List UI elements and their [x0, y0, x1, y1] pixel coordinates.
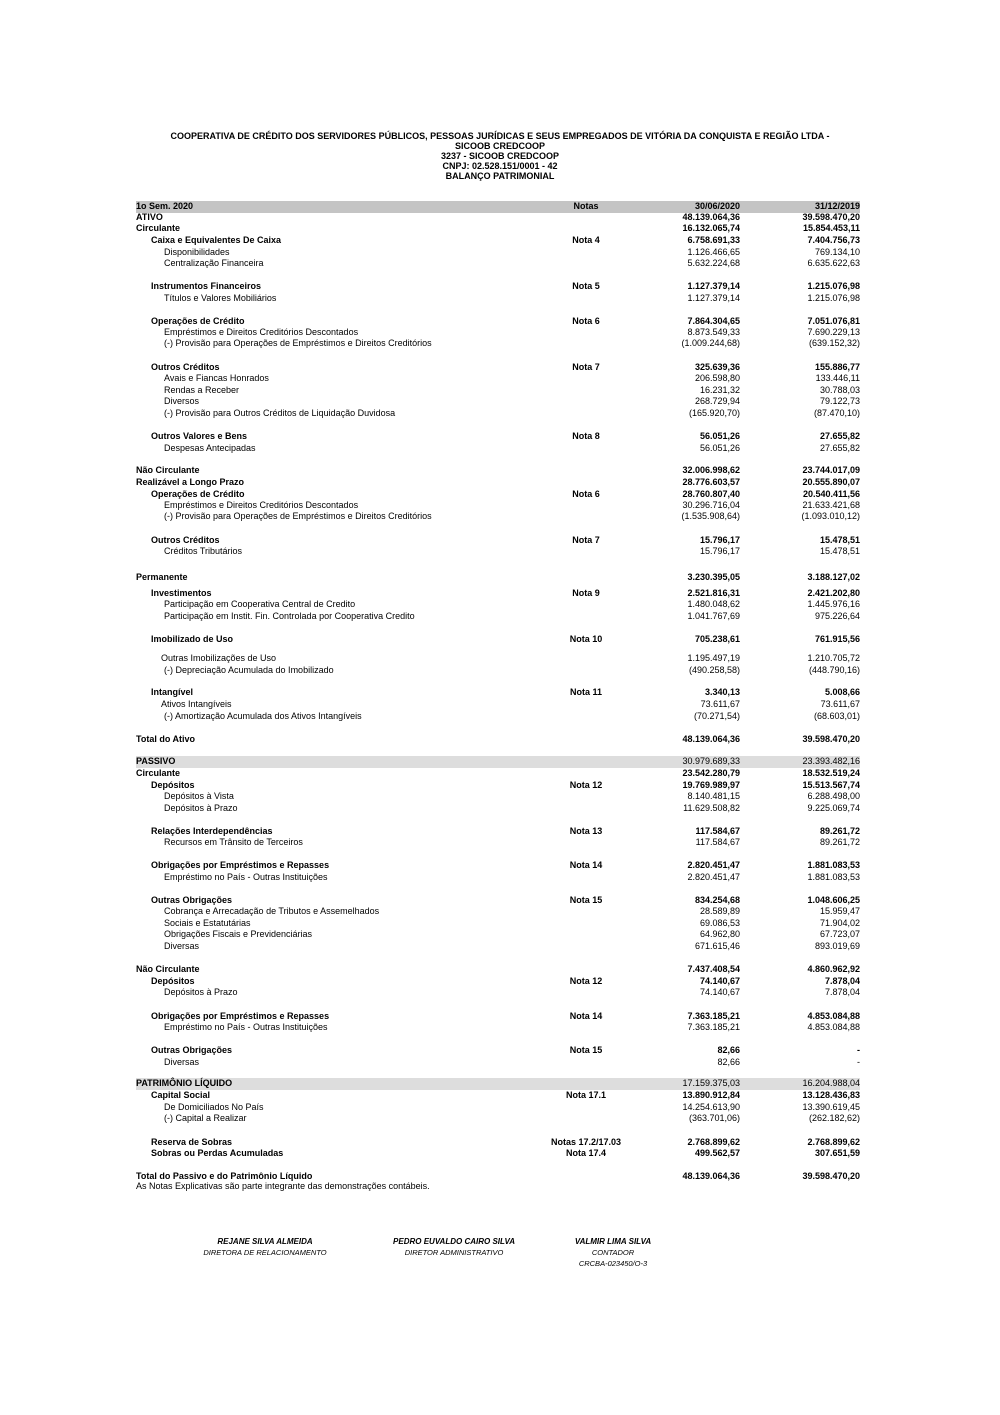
row-nota: Notas 17.2/17.03 — [550, 1137, 622, 1147]
table-row — [136, 1137, 860, 1149]
table-row — [136, 235, 860, 247]
table-row — [136, 768, 860, 780]
row-value-2020: 56.051,26 — [699, 443, 740, 453]
row-value-2019: 893.019,69 — [814, 941, 860, 951]
table-row — [136, 872, 860, 884]
row-nota: Nota 14 — [569, 1011, 603, 1021]
header-line-2: SICOOB CREDCOOP — [454, 141, 545, 151]
signature-name: PEDRO EUVALDO CAIRO SILVA — [393, 1237, 515, 1246]
row-nota: Nota 4 — [572, 235, 600, 245]
row-value-2019: 15.959,47 — [819, 906, 860, 916]
row-label: Não Circulante — [136, 465, 200, 475]
row-value-2019: 7.404.756,73 — [807, 235, 860, 245]
row-value-2019: 4.853.084,88 — [807, 1022, 860, 1032]
row-value-2019: 6.288.498,00 — [807, 791, 860, 801]
row-value-2019: 6.635.622,63 — [807, 258, 860, 268]
row-label: Diversas — [164, 1057, 200, 1067]
row-value-2019: 769.134,10 — [814, 247, 860, 257]
table-row — [136, 756, 860, 768]
row-value-2020: 1.126.466,65 — [687, 247, 740, 257]
row-value-2020: 56.051,26 — [699, 431, 740, 441]
table-row — [136, 362, 860, 374]
row-value-2019: 7.878,04 — [824, 987, 860, 997]
row-label: Sociais e Estatutárias — [164, 918, 251, 928]
row-value-2019: 155.886,77 — [814, 362, 860, 372]
row-label: Obrigações por Empréstimos e Repasses — [151, 1011, 330, 1021]
row-label: Depósitos à Vista — [164, 791, 234, 801]
row-value-2019: 20.555.890,07 — [802, 477, 860, 487]
row-value-2019: (448.790,16) — [808, 665, 860, 675]
row-value-2020: 499.562,57 — [694, 1148, 740, 1158]
row-label: Capital Social — [151, 1090, 211, 1100]
row-value-2020: 325.639,36 — [694, 362, 740, 372]
row-value-2019: 89.261,72 — [819, 826, 860, 836]
row-label: Empréstimos e Direitos Creditórios Descontados — [164, 500, 359, 510]
table-row — [136, 465, 860, 477]
row-value-2020: 30.296.716,04 — [682, 500, 740, 510]
row-value-2019: 79.122,73 — [819, 396, 860, 406]
row-label: Créditos Tributários — [164, 546, 243, 556]
row-label: (-) Provisão para Operações de Empréstimos e Direitos Creditórios — [164, 338, 432, 348]
row-label: Despesas Antecipadas — [164, 443, 256, 453]
signature-name: REJANE SILVA ALMEIDA — [217, 1237, 313, 1246]
row-label: Recursos em Trânsito de Terceiros — [164, 837, 303, 847]
table-row — [136, 588, 860, 600]
row-value-2019: 4.853.084,88 — [807, 1011, 860, 1021]
table-row — [136, 1113, 860, 1125]
row-label: (-) Amortização Acumulada dos Ativos Intangíveis — [164, 711, 362, 721]
row-value-2019: 4.860.962,92 — [807, 964, 860, 974]
row-value-2019: 1.210.705,72 — [807, 653, 860, 663]
row-value-2020: 5.632.224,68 — [687, 258, 740, 268]
row-value-2020: 1.127.379,14 — [687, 293, 740, 303]
row-label: Outros Valores e Bens — [151, 431, 248, 441]
table-row — [136, 385, 860, 397]
row-value-2019: 2.768.899,62 — [807, 1137, 860, 1147]
row-nota: Nota 15 — [569, 895, 603, 905]
row-value-2019: 27.655,82 — [819, 431, 860, 441]
table-row — [136, 653, 860, 665]
table-row — [136, 258, 860, 270]
row-label: Participação em Cooperativa Central de Credito — [164, 599, 356, 609]
table-row — [136, 976, 860, 988]
row-label: Rendas a Receber — [164, 385, 240, 395]
row-value-2020: 64.962,80 — [699, 929, 740, 939]
row-value-2020: 17.159.375,03 — [682, 1078, 740, 1088]
row-value-2020: 69.086,53 — [699, 918, 740, 928]
row-value-2020: 7.363.185,21 — [687, 1011, 740, 1021]
row-value-2020: 16.231,32 — [699, 385, 740, 395]
page-title: BALANÇO PATRIMONIAL — [445, 171, 555, 181]
row-value-2020: 705.238,61 — [694, 634, 740, 644]
table-row — [136, 780, 860, 792]
table-row — [136, 327, 860, 339]
table-row — [136, 511, 860, 523]
table-row — [136, 500, 860, 512]
row-value-2020: 74.140,67 — [699, 987, 740, 997]
signature-block — [513, 1236, 713, 1269]
row-value-2019: (1.093.010,12) — [801, 511, 860, 521]
table-row — [136, 281, 860, 293]
row-value-2020: 30.979.689,33 — [682, 756, 740, 766]
row-value-2019: 975.226,64 — [814, 611, 860, 621]
table-row — [136, 572, 860, 584]
row-label: PASSIVO — [136, 756, 176, 766]
row-value-2020: 16.132.065,74 — [682, 223, 740, 233]
row-label: Operações de Crédito — [151, 489, 245, 499]
row-value-2020: 206.598,80 — [694, 373, 740, 383]
row-value-2020: 3.230.395,05 — [687, 572, 740, 582]
signature-role: DIRETORA DE RELACIONAMENTO — [203, 1248, 327, 1257]
table-row — [136, 895, 860, 907]
row-value-2020: 28.760.807,40 — [682, 489, 740, 499]
row-nota: Nota 17.4 — [565, 1148, 607, 1158]
row-value-2020: (70.271,54) — [693, 711, 740, 721]
row-value-2019: 18.532.519,24 — [802, 768, 860, 778]
table-row — [136, 443, 860, 455]
row-label: Relações Interdependências — [151, 826, 273, 836]
row-value-2019: 30.788,03 — [819, 385, 860, 395]
table-row — [136, 860, 860, 872]
row-label: Avais e Fiancas Honrados — [164, 373, 269, 383]
row-value-2019: 7.690.229,13 — [807, 327, 860, 337]
row-nota: Nota 12 — [569, 976, 603, 986]
row-label: Cobrança e Arrecadação de Tributos e Assemelhados — [164, 906, 380, 916]
row-label: Outros Créditos — [151, 535, 220, 545]
row-value-2019: 23.744.017,09 — [802, 465, 860, 475]
row-value-2019: 5.008,66 — [824, 687, 860, 697]
row-value-2019: 39.598.470,20 — [802, 734, 860, 744]
row-label: Empréstimo no País - Outras Instituições — [164, 872, 328, 882]
row-label: Realizável a Longo Prazo — [136, 477, 245, 487]
row-nota: Nota 15 — [569, 1045, 603, 1055]
row-nota: Nota 6 — [572, 316, 600, 326]
row-value-2020: 3.340,13 — [704, 687, 740, 697]
row-label: 1o Sem. 2020 — [136, 201, 194, 211]
row-value-2019: 7.878,04 — [824, 976, 860, 986]
table-row — [136, 599, 860, 611]
row-label: Permanente — [136, 572, 188, 582]
row-value-2020: (490.258,58) — [688, 665, 740, 675]
row-value-2019: 89.261,72 — [819, 837, 860, 847]
row-value-2020: 82,66 — [717, 1057, 740, 1067]
signature-role: DIRETOR ADMINISTRATIVO — [404, 1248, 504, 1257]
row-value-2019: 13.128.436,83 — [802, 1090, 860, 1100]
row-value-2019: - — [857, 1057, 860, 1067]
row-value-2020: 8.140.481,15 — [687, 791, 740, 801]
row-value-2019: 15.478,51 — [819, 546, 860, 556]
row-value-2019: 67.723,07 — [819, 929, 860, 939]
signature-role: CONTADOR — [591, 1248, 635, 1257]
row-value-2019: 16.204.988,04 — [802, 1078, 860, 1088]
row-value-2019: 133.446,11 — [815, 373, 860, 383]
table-row — [136, 734, 860, 746]
row-label: Obrigações por Empréstimos e Repasses — [151, 860, 330, 870]
table-row — [136, 826, 860, 838]
table-row — [136, 396, 860, 408]
table-row — [136, 546, 860, 558]
table-row — [136, 1057, 860, 1069]
table-row — [136, 941, 860, 953]
row-nota: Nota 7 — [572, 362, 600, 372]
table-row — [136, 918, 860, 930]
table-row — [136, 1022, 860, 1034]
row-label: Participação em Instit. Fin. Controlada por Cooperativa Credito — [164, 611, 415, 621]
signature-name: VALMIR LIMA SILVA — [574, 1237, 652, 1246]
header-line-4: CNPJ: 02.528.151/0001 - 42 — [442, 161, 558, 171]
row-value-2020: 13.890.912,84 — [682, 1090, 740, 1100]
row-nota: Notas — [573, 201, 599, 211]
row-value-2020: 8.873.549,33 — [687, 327, 740, 337]
row-value-2020: 28.589,89 — [699, 906, 740, 916]
row-label: PATRIMÔNIO LÍQUIDO — [136, 1078, 233, 1088]
table-row — [136, 373, 860, 385]
row-nota: Nota 7 — [572, 535, 600, 545]
row-value-2020: 48.139.064,36 — [682, 1171, 740, 1181]
table-row — [136, 1090, 860, 1102]
row-value-2019: 39.598.470,20 — [802, 1171, 860, 1181]
table-row — [136, 929, 860, 941]
row-label: Outras Imobilizações de Uso — [161, 653, 277, 663]
row-label: Empréstimos e Direitos Creditórios Descontados — [164, 327, 359, 337]
row-value-2020: (363.701,06) — [688, 1113, 740, 1123]
row-value-2019: 15.478,51 — [819, 535, 860, 545]
row-label: Imobilizado de Uso — [151, 634, 234, 644]
row-value-2020: 1.041.767,69 — [687, 611, 740, 621]
row-value-2019: 761.915,56 — [814, 634, 860, 644]
table-row — [136, 338, 860, 350]
row-label: Outros Créditos — [151, 362, 220, 372]
table-row — [136, 699, 860, 711]
row-label: (-) Depreciação Acumulada do Imobilizado — [164, 665, 334, 675]
row-nota: Nota 10 — [569, 634, 603, 644]
row-nota: Nota 12 — [569, 780, 603, 790]
table-row — [136, 1011, 860, 1023]
row-value-2020: 1.127.379,14 — [687, 281, 740, 291]
table-row — [136, 1148, 860, 1160]
row-value-2020: 23.542.280,79 — [682, 768, 740, 778]
row-value-2019: 7.051.076,81 — [807, 316, 860, 326]
row-value-2019: 2.421.202,80 — [807, 588, 860, 598]
row-value-2019: (87.470,10) — [813, 408, 860, 418]
row-label: Disponibilidades — [164, 247, 230, 257]
row-label: Ativos Intangíveis — [161, 699, 232, 709]
table-row — [136, 803, 860, 815]
table-row — [136, 987, 860, 999]
row-label: Outras Obrigações — [151, 1045, 233, 1055]
row-value-2019: 73.611,67 — [820, 699, 860, 709]
row-label: Operações de Crédito — [151, 316, 245, 326]
row-value-2020: 7.363.185,21 — [687, 1022, 740, 1032]
row-value-2020: (1.535.908,64) — [681, 511, 740, 521]
table-row — [136, 611, 860, 623]
row-label: De Domiciliados No País — [164, 1102, 264, 1112]
row-label: Sobras ou Perdas Acumuladas — [151, 1148, 284, 1158]
row-value-2019: 1.445.976,16 — [807, 599, 860, 609]
row-value-2020: (1.009.244,68) — [681, 338, 740, 348]
row-nota: Nota 14 — [569, 860, 603, 870]
row-value-2020: 2.820.451,47 — [687, 872, 740, 882]
row-value-2019: 23.393.482,16 — [802, 756, 860, 766]
row-value-2019: 13.390.619,45 — [802, 1102, 860, 1112]
row-label: (-) Capital a Realizar — [164, 1113, 247, 1123]
row-nota: Nota 8 — [572, 431, 600, 441]
row-value-2020: 834.254,68 — [694, 895, 740, 905]
row-value-2020: 74.140,67 — [699, 976, 740, 986]
row-value-2019: 27.655,82 — [819, 443, 860, 453]
row-value-2020: 1.480.048,62 — [687, 599, 740, 609]
row-value-2020: 7.864.304,65 — [687, 316, 740, 326]
row-value-2020: 7.437.408,54 — [687, 964, 740, 974]
row-value-2020: 2.521.816,31 — [687, 588, 740, 598]
row-value-2020: 30/06/2020 — [694, 201, 740, 211]
row-value-2019: 21.633.421,68 — [802, 500, 860, 510]
signature-block — [165, 1236, 365, 1258]
row-value-2020: (165.920,70) — [688, 408, 740, 418]
footnote: As Notas Explicativas são parte integrante das demonstrações contábeis. — [136, 1181, 430, 1191]
row-value-2019: (262.182,62) — [808, 1113, 860, 1123]
table-row — [136, 665, 860, 677]
row-value-2020: 6.758.691,33 — [687, 235, 740, 245]
table-row — [136, 293, 860, 305]
row-value-2019: 307.651,59 — [814, 1148, 860, 1158]
row-label: Depósitos — [151, 976, 195, 986]
row-nota: Nota 5 — [572, 281, 600, 291]
row-value-2020: 15.796,17 — [699, 535, 740, 545]
row-value-2020: 2.768.899,62 — [687, 1137, 740, 1147]
row-label: Diversas — [164, 941, 200, 951]
table-row — [136, 687, 860, 699]
row-value-2020: 19.769.989,97 — [682, 780, 740, 790]
row-value-2020: 82,66 — [717, 1045, 740, 1055]
row-label: Depósitos — [151, 780, 195, 790]
row-value-2019: 15.854.453,11 — [802, 223, 860, 233]
row-value-2019: 1.881.083,53 — [807, 860, 860, 870]
row-label: Depósitos à Prazo — [164, 987, 238, 997]
row-label: Caixa e Equivalentes De Caixa — [151, 235, 282, 245]
row-label: Depósitos à Prazo — [164, 803, 238, 813]
row-label: Não Circulante — [136, 964, 200, 974]
row-label: Circulante — [136, 223, 181, 233]
row-value-2020: 671.615,46 — [694, 941, 740, 951]
row-value-2020: 15.796,17 — [699, 546, 740, 556]
header-line-1: COOPERATIVA DE CRÉDITO DOS SERVIDORES PÚBLICOS, PESSOAS JURÍDICAS E SEUS EMPREGADOS DE VITÓRIA DA CONQUISTA E REGIÃO LTDA - — [170, 131, 830, 141]
table-row — [136, 906, 860, 918]
row-value-2019: 20.540.411,56 — [802, 489, 860, 499]
table-row — [136, 535, 860, 547]
table-row — [136, 431, 860, 443]
signature-registration: CRCBA-023450/O-3 — [578, 1259, 648, 1268]
table-row — [136, 316, 860, 328]
row-label: Outras Obrigações — [151, 895, 233, 905]
table-row — [136, 223, 860, 235]
row-value-2019: 71.904,02 — [819, 918, 860, 928]
row-label: Obrigações Fiscais e Previdenciárias — [164, 929, 313, 939]
header-line-3: 3237 - SICOOB CREDCOOP — [440, 151, 560, 161]
row-label: Total do Ativo — [136, 734, 195, 744]
row-label: (-) Provisão para Operações de Empréstimos e Direitos Creditórios — [164, 511, 432, 521]
row-label: Investimentos — [151, 588, 212, 598]
row-label: Instrumentos Financeiros — [151, 281, 262, 291]
row-label: Empréstimo no País - Outras Instituições — [164, 1022, 328, 1032]
table-row — [136, 477, 860, 489]
row-label: Centralização Financeira — [164, 258, 264, 268]
row-value-2019: 31/12/2019 — [814, 201, 860, 211]
table-row — [136, 964, 860, 976]
table-row — [136, 837, 860, 849]
table-row — [136, 247, 860, 259]
row-label: ATIVO — [136, 212, 163, 222]
row-nota: Nota 13 — [569, 826, 603, 836]
table-row — [136, 1078, 860, 1090]
table-row — [136, 212, 860, 224]
row-label: Diversos — [164, 396, 200, 406]
row-value-2020: 2.820.451,47 — [687, 860, 740, 870]
row-label: (-) Provisão para Outros Créditos de Liquidação Duvidosa — [164, 408, 396, 418]
table-row — [136, 711, 860, 723]
row-value-2019: 15.513.567,74 — [802, 780, 860, 790]
row-value-2020: 268.729,94 — [694, 396, 740, 406]
row-value-2020: 14.254.613,90 — [682, 1102, 740, 1112]
table-row — [136, 1102, 860, 1114]
table-row — [136, 408, 860, 420]
row-label: Intangível — [151, 687, 194, 697]
row-value-2019: 1.215.076,98 — [807, 281, 860, 291]
row-value-2020: 11.629.508,82 — [683, 803, 740, 813]
row-label: Circulante — [136, 768, 181, 778]
row-nota: Nota 11 — [569, 687, 602, 697]
row-value-2019: 1.215.076,98 — [807, 293, 860, 303]
row-value-2019: (639.152,32) — [808, 338, 860, 348]
row-label: Reserva de Sobras — [151, 1137, 233, 1147]
table-row — [136, 791, 860, 803]
row-value-2019: 1.048.606,25 — [807, 895, 860, 905]
row-value-2020: 48.139.064,36 — [682, 734, 740, 744]
table-row — [136, 1045, 860, 1057]
row-nota: Nota 6 — [572, 489, 600, 499]
row-value-2020: 32.006.998,62 — [682, 465, 740, 475]
row-label: Total do Passivo e do Patrimônio Líquido — [136, 1171, 313, 1181]
row-value-2020: 1.195.497,19 — [687, 653, 740, 663]
row-value-2019: 3.188.127,02 — [807, 572, 860, 582]
row-value-2020: 117.584,67 — [695, 826, 740, 836]
row-nota: Nota 9 — [572, 588, 600, 598]
row-value-2020: 28.776.603,57 — [682, 477, 740, 487]
row-value-2019: 39.598.470,20 — [802, 212, 860, 222]
row-value-2019: - — [857, 1045, 860, 1055]
row-value-2019: 1.881.083,53 — [807, 872, 860, 882]
row-value-2020: 48.139.064,36 — [682, 212, 740, 222]
row-nota: Nota 17.1 — [565, 1090, 607, 1100]
table-row — [136, 634, 860, 646]
table-row — [136, 201, 860, 213]
row-value-2020: 117.584,67 — [695, 837, 740, 847]
row-label: Títulos e Valores Mobiliários — [164, 293, 277, 303]
row-value-2019: 9.225.069,74 — [807, 803, 860, 813]
row-value-2019: (68.603,01) — [813, 711, 860, 721]
table-row — [136, 489, 860, 501]
row-value-2020: 73.611,67 — [700, 699, 740, 709]
